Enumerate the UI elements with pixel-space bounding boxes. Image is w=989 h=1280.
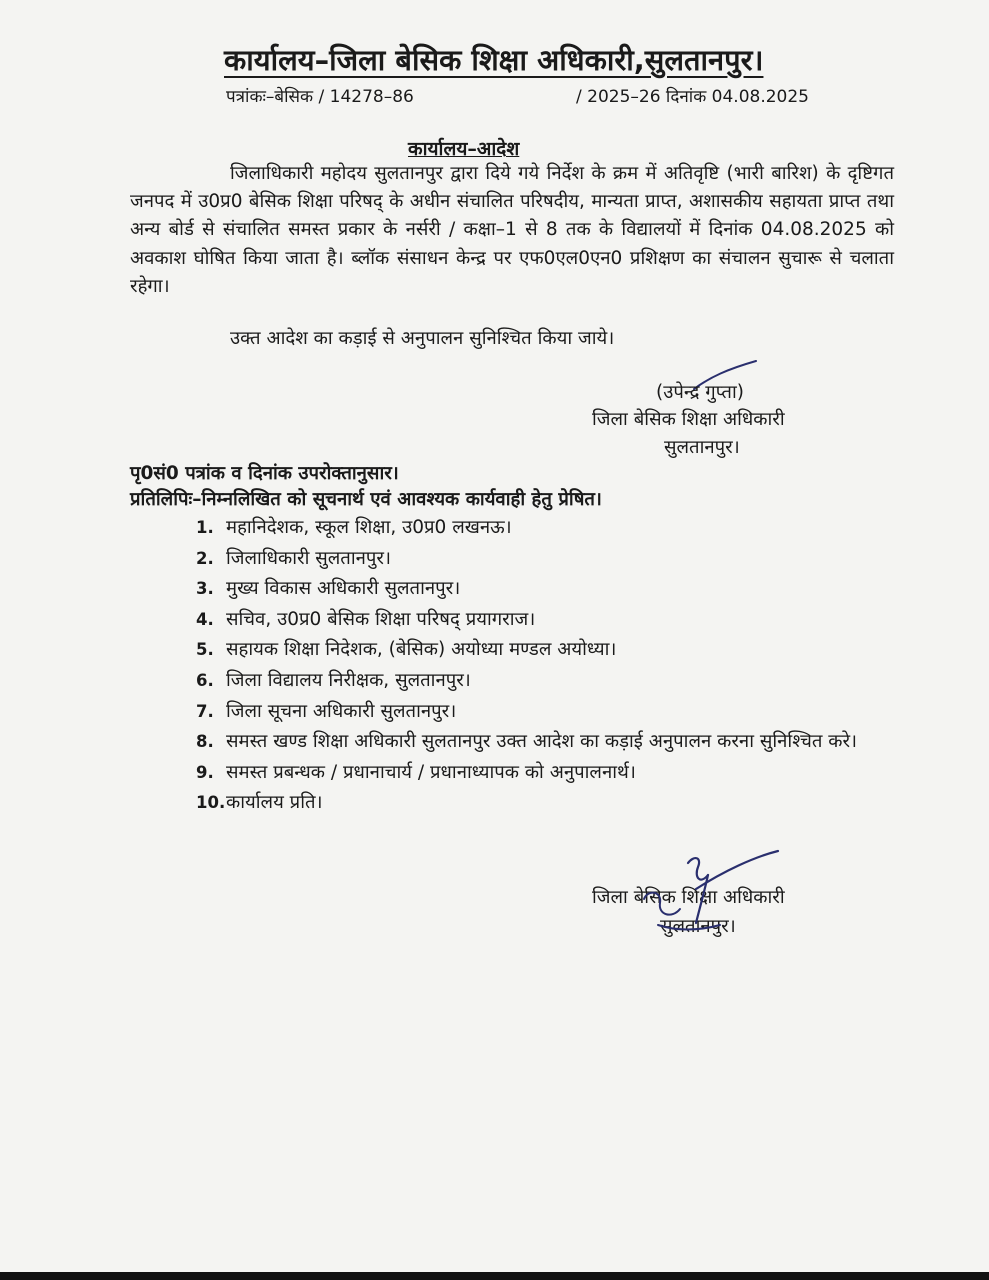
- item-number: 2.: [196, 548, 214, 568]
- item-number: 7.: [196, 701, 214, 721]
- office-title: कार्यालय–जिला बेसिक शिक्षा अधिकारी,सुलतानपुर।: [224, 43, 764, 77]
- reference-date: / 2025–26 दिनांक 04.08.2025: [576, 87, 809, 107]
- item-number: 3.: [196, 579, 214, 599]
- copy-to-line: प्रतिलिपिः–निम्नलिखित को सूचनार्थ एवं आवश्यक कार्यवाही हेतु प्रेषित।: [130, 489, 602, 510]
- list-item: [196, 727, 886, 758]
- order-body: जिलाधिकारी महोदय सुलतानपुर द्वारा दिये गये निर्देश के क्रम में अतिवृष्टि (भारी बारिश) के दृष्टिगत जनपद में उ0प्र0 बेसिक शिक्षा परिषद् के अधीन संचालित परिषदीय, मान्यता प्राप्त, अशासकीय सहायता प्राप्त तथा अन्य बोर्ड से संचालित समस्त प्रकार के नर्सरी / कक्षा–1 से 8 तक के विद्यालयों में दिनांक 04.08.2025 को अवकाश घोषित किया जाता है। ब्लॉक संसाधन केन्द्र पर एफ0एल0एन0 प्रशिक्षण का संचालन सुचारू से चलाता रहेगा।: [130, 163, 894, 297]
- item-text: कार्यालय प्रति।: [226, 792, 323, 814]
- item-number: 8.: [196, 732, 214, 752]
- item-number: 4.: [196, 609, 214, 629]
- item-text: जिला विद्यालय निरीक्षक, सुलतानपुर।: [226, 669, 471, 691]
- item-text: मुख्य विकास अधिकारी सुलतानपुर।: [226, 578, 461, 600]
- reference-number: पत्रांकः–बेसिक / 14278–86: [226, 87, 414, 107]
- list-item: [196, 544, 886, 575]
- item-text: जिलाधिकारी सुलतानपुर।: [226, 547, 391, 569]
- endorsement-line: पृ0सं0 पत्रांक व दिनांक उपरोक्तानुसार।: [130, 463, 399, 484]
- item-number: 9.: [196, 762, 214, 782]
- list-item: [196, 758, 886, 789]
- item-number: 6.: [196, 670, 214, 690]
- bottom-edge-bar: [0, 1272, 989, 1280]
- distribution-list: [196, 513, 886, 819]
- signatory-name: (उपेन्द्र गुप्ता): [656, 382, 744, 403]
- compliance-line: उक्त आदेश का कड़ाई से अनुपालन सुनिश्चित किया जाये।: [230, 328, 615, 349]
- signatory-place: सुलतानपुर।: [664, 437, 740, 458]
- signatory-title: जिला बेसिक शिक्षा अधिकारी: [592, 409, 785, 430]
- list-item: [196, 666, 886, 697]
- signatory-2-place: सुलतानपुर।: [660, 916, 736, 937]
- item-number: 10.: [196, 793, 226, 813]
- list-item: [196, 605, 886, 636]
- item-text: सचिव, उ0प्र0 बेसिक शिक्षा परिषद् प्रयागराज।: [226, 608, 536, 630]
- list-item: [196, 788, 886, 819]
- signatory-2-title: जिला बेसिक शिक्षा अधिकारी: [592, 887, 785, 908]
- list-item: [196, 635, 886, 666]
- item-number: 5.: [196, 640, 214, 660]
- item-text: समस्त खण्ड शिक्षा अधिकारी सुलतानपुर उक्त आदेश का कड़ाई अनुपालन करना सुनिश्चित करे।: [226, 731, 858, 753]
- item-text: जिला सूचना अधिकारी सुलतानपुर।: [226, 700, 457, 722]
- item-text: सहायक शिक्षा निदेशक, (बेसिक) अयोध्या मण्डल अयोध्या।: [226, 639, 617, 661]
- item-text: समस्त प्रबन्धक / प्रधानाचार्य / प्रधानाध्यापक को अनुपालनार्थ।: [226, 761, 636, 783]
- list-item: [196, 697, 886, 728]
- item-text: महानिदेशक, स्कूल शिक्षा, उ0प्र0 लखनऊ।: [226, 517, 512, 538]
- order-heading: कार्यालय–आदेश: [408, 138, 520, 160]
- list-item: [196, 513, 886, 544]
- item-number: 1.: [196, 518, 214, 537]
- list-item: [196, 574, 886, 605]
